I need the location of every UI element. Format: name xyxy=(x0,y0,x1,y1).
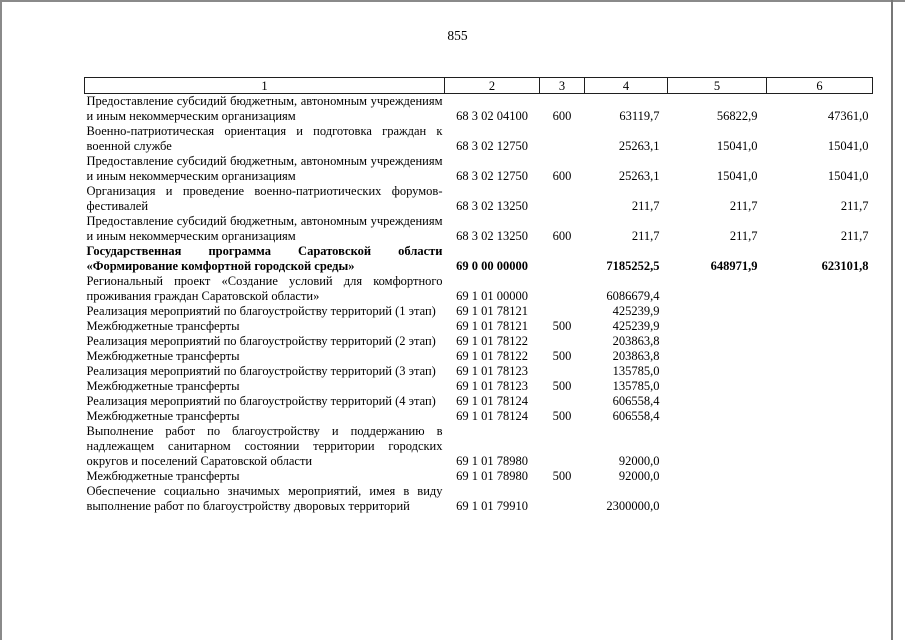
column-header-2: 2 xyxy=(445,78,540,94)
row-code-cell: 69 1 01 78123 xyxy=(456,379,528,393)
row-amount2-cell: 648971,9 xyxy=(710,259,758,273)
row-name-cell: Организация и проведение военно-патриотических форумов-фестивалей xyxy=(86,184,443,213)
column-header-6: 6 xyxy=(767,78,873,94)
row-amount2-cell: 211,7 xyxy=(729,229,758,243)
row-amount1-cell: 203863,8 xyxy=(612,349,660,363)
row-amount1-cell: 135785,0 xyxy=(612,379,660,393)
row-amount2-cell xyxy=(668,364,767,379)
row-group-cell xyxy=(540,484,585,514)
row-amount1-cell: 25263,1 xyxy=(618,169,660,183)
row-amount2-cell xyxy=(668,304,767,319)
row-amount3-cell: 15041,0 xyxy=(827,139,869,153)
row-amount1-cell: 606558,4 xyxy=(612,394,660,408)
row-name-cell: Предоставление субсидий бюджетным, автономным учреждениям и иным некоммерческим организациям xyxy=(86,154,443,183)
table-row xyxy=(85,94,873,125)
column-header-1: 1 xyxy=(85,78,445,94)
row-amount3-cell xyxy=(767,394,873,409)
row-amount3-cell xyxy=(767,349,873,364)
row-group-cell: 500 xyxy=(552,409,572,423)
row-code-cell: 69 1 01 78123 xyxy=(456,364,528,378)
row-amount3-cell xyxy=(767,364,873,379)
row-group-cell: 500 xyxy=(552,349,572,363)
row-code-cell: 69 1 01 78121 xyxy=(456,304,528,318)
table-row xyxy=(85,349,873,364)
column-header-3: 3 xyxy=(540,78,585,94)
table-row xyxy=(85,364,873,379)
row-code-cell: 69 1 01 78121 xyxy=(456,319,528,333)
row-amount3-cell xyxy=(767,334,873,349)
row-name-cell: Межбюджетные трансферты xyxy=(86,379,240,393)
row-amount3-cell: 211,7 xyxy=(840,229,869,243)
row-amount2-cell: 56822,9 xyxy=(716,109,758,123)
row-amount2-cell xyxy=(668,484,767,514)
row-group-cell xyxy=(540,364,585,379)
row-code-cell: 68 3 02 13250 xyxy=(456,229,528,243)
table-row xyxy=(85,484,873,514)
table-row xyxy=(85,184,873,214)
page-number: 855 xyxy=(447,28,468,43)
row-amount2-cell: 211,7 xyxy=(729,199,758,213)
row-code-cell: 69 1 01 78980 xyxy=(456,469,528,483)
row-code-cell: 69 1 01 00000 xyxy=(456,289,528,303)
row-amount1-cell: 7185252,5 xyxy=(606,259,660,273)
row-amount3-cell: 15041,0 xyxy=(827,169,869,183)
table-row xyxy=(85,124,873,154)
row-amount1-cell: 92000,0 xyxy=(618,469,660,483)
row-group-cell xyxy=(540,244,585,274)
row-amount2-cell xyxy=(668,379,767,394)
row-amount3-cell xyxy=(767,274,873,304)
row-code-cell: 68 3 02 12750 xyxy=(456,169,528,183)
row-code-cell: 69 1 01 78980 xyxy=(456,454,528,468)
row-code-cell: 68 3 02 13250 xyxy=(456,199,528,213)
row-group-cell: 500 xyxy=(552,319,572,333)
row-name-cell: Предоставление субсидий бюджетным, автономным учреждениям и иным некоммерческим организациям xyxy=(86,94,443,123)
row-code-cell: 68 3 02 12750 xyxy=(456,139,528,153)
row-amount2-cell: 15041,0 xyxy=(716,139,758,153)
row-amount1-cell: 211,7 xyxy=(631,229,660,243)
page-border-left xyxy=(0,0,2,640)
row-amount3-cell xyxy=(767,409,873,424)
row-amount3-cell xyxy=(767,379,873,394)
row-amount2-cell xyxy=(668,274,767,304)
row-code-cell: 69 1 01 79910 xyxy=(456,499,528,513)
row-name-cell: Межбюджетные трансферты xyxy=(86,349,240,363)
row-amount1-cell: 203863,8 xyxy=(612,334,660,348)
row-name-cell: Государственная программа Саратовской области «Формирование комфортной городской среды» xyxy=(86,244,443,273)
row-amount2-cell xyxy=(668,334,767,349)
row-amount1-cell: 25263,1 xyxy=(618,139,660,153)
table-row xyxy=(85,154,873,184)
table-row xyxy=(85,424,873,469)
row-name-cell: Межбюджетные трансферты xyxy=(86,409,240,423)
table-row xyxy=(85,304,873,319)
row-code-cell: 69 1 01 78122 xyxy=(456,349,528,363)
row-amount2-cell xyxy=(668,424,767,469)
row-amount3-cell xyxy=(767,484,873,514)
table-row xyxy=(85,214,873,244)
table-row xyxy=(85,394,873,409)
row-group-cell xyxy=(540,424,585,469)
row-amount1-cell: 425239,9 xyxy=(612,319,660,333)
row-amount2-cell xyxy=(668,349,767,364)
row-amount3-cell xyxy=(767,469,873,484)
row-amount2-cell: 15041,0 xyxy=(716,169,758,183)
row-group-cell: 600 xyxy=(552,169,572,183)
budget-table xyxy=(84,77,873,514)
row-amount1-cell: 2300000,0 xyxy=(606,499,660,513)
page-border-top xyxy=(0,0,905,2)
row-name-cell: Обеспечение социально значимых мероприятий, имея в виду выполнение работ по благоустройству дворовых территорий xyxy=(86,484,443,513)
row-group-cell xyxy=(540,274,585,304)
row-group-cell xyxy=(540,334,585,349)
row-amount1-cell: 6086679,4 xyxy=(606,289,660,303)
row-name-cell: Межбюджетные трансферты xyxy=(86,319,240,333)
table-header-row xyxy=(85,78,873,94)
row-name-cell: Реализация мероприятий по благоустройству территорий (4 этап) xyxy=(86,394,436,408)
row-amount1-cell: 606558,4 xyxy=(612,409,660,423)
row-amount1-cell: 425239,9 xyxy=(612,304,660,318)
row-amount1-cell: 211,7 xyxy=(631,199,660,213)
row-name-cell: Предоставление субсидий бюджетным, автономным учреждениям и иным некоммерческим организациям xyxy=(86,214,443,243)
row-amount2-cell xyxy=(668,409,767,424)
table-row xyxy=(85,469,873,484)
row-code-cell: 68 3 02 04100 xyxy=(456,109,528,123)
row-code-cell: 69 1 01 78122 xyxy=(456,334,528,348)
row-amount3-cell xyxy=(767,304,873,319)
row-group-cell xyxy=(540,184,585,214)
row-amount1-cell: 135785,0 xyxy=(612,364,660,378)
table-body xyxy=(85,94,873,515)
row-name-cell: Выполнение работ по благоустройству и поддержанию в надлежащем санитарном состоянии территории городских округов и поселений Саратовской области xyxy=(86,424,443,468)
table-row xyxy=(85,244,873,274)
row-amount2-cell xyxy=(668,394,767,409)
row-amount3-cell: 47361,0 xyxy=(827,109,869,123)
row-group-cell: 500 xyxy=(552,379,572,393)
table-row xyxy=(85,274,873,304)
row-group-cell: 600 xyxy=(552,109,572,123)
row-code-cell: 69 0 00 00000 xyxy=(456,259,528,273)
row-group-cell: 500 xyxy=(552,469,572,483)
row-group-cell xyxy=(540,304,585,319)
row-amount3-cell: 211,7 xyxy=(840,199,869,213)
row-name-cell: Реализация мероприятий по благоустройству территорий (1 этап) xyxy=(86,304,436,318)
row-group-cell: 600 xyxy=(552,229,572,243)
column-header-4: 4 xyxy=(585,78,668,94)
table-row xyxy=(85,319,873,334)
row-name-cell: Реализация мероприятий по благоустройству территорий (2 этап) xyxy=(86,334,436,348)
row-amount3-cell xyxy=(767,424,873,469)
row-amount2-cell xyxy=(668,319,767,334)
row-amount3-cell: 623101,8 xyxy=(821,259,869,273)
row-name-cell: Межбюджетные трансферты xyxy=(86,469,240,483)
row-code-cell: 69 1 01 78124 xyxy=(456,409,528,423)
row-amount3-cell xyxy=(767,319,873,334)
row-name-cell: Военно-патриотическая ориентация и подготовка граждан к военной службе xyxy=(86,124,443,153)
table-row xyxy=(85,379,873,394)
column-header-5: 5 xyxy=(668,78,767,94)
table-row xyxy=(85,409,873,424)
row-name-cell: Реализация мероприятий по благоустройству территорий (3 этап) xyxy=(86,364,436,378)
row-group-cell xyxy=(540,124,585,154)
row-amount2-cell xyxy=(668,469,767,484)
row-amount1-cell: 63119,7 xyxy=(619,109,660,123)
row-code-cell: 69 1 01 78124 xyxy=(456,394,528,408)
page-border-right xyxy=(891,0,893,640)
row-group-cell xyxy=(540,394,585,409)
row-amount1-cell: 92000,0 xyxy=(618,454,660,468)
table-row xyxy=(85,334,873,349)
row-name-cell: Региональный проект «Создание условий для комфортного проживания граждан Саратовской области» xyxy=(86,274,443,303)
